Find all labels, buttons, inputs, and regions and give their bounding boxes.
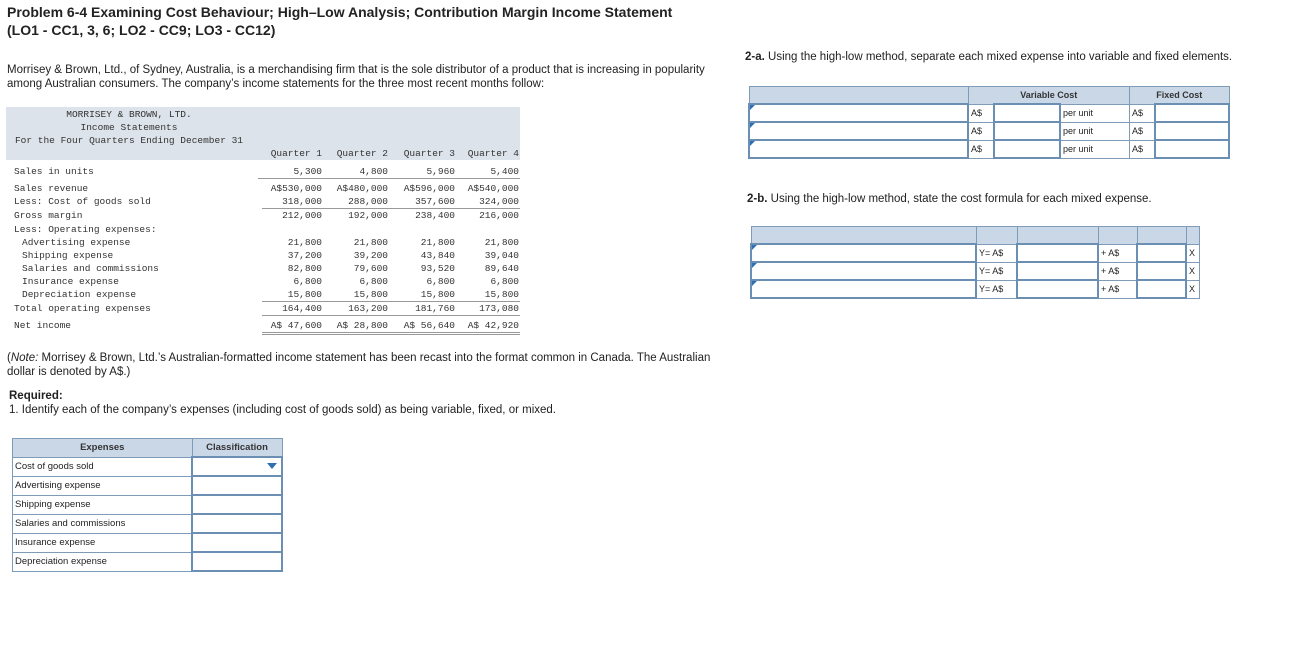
required-heading: Required: [9, 390, 63, 402]
expenses-header: Expenses [13, 439, 193, 458]
fixed-input[interactable] [1017, 280, 1098, 298]
variable-input[interactable] [1137, 244, 1186, 262]
table-row: A$ per unit A$ [749, 104, 1229, 122]
quarter-header: Quarter 3 [403, 148, 455, 159]
classification-select[interactable] [192, 552, 282, 571]
question-2a: 2-a. Using the high-low method, separate each mixed expense into variable and fixed elements. [745, 51, 1233, 63]
row-insurance: Insurance expense 6,800 6,800 6,800 6,800 [22, 276, 519, 287]
table-row: Salaries and commissions [13, 514, 283, 533]
quarter-header: Quarter 1 [270, 148, 322, 159]
classification-select[interactable] [192, 533, 282, 552]
variable-fixed-table [748, 86, 1230, 159]
row-opex-header: Less: Operating expenses: [14, 224, 157, 235]
expense-select[interactable] [751, 244, 976, 262]
title-line-1: Problem 6-4 Examining Cost Behaviour; High–Low Analysis; Contribution Margin Income Statement [7, 4, 673, 20]
row-advertising: Advertising expense 21,800 21,800 21,800 21,800 [22, 237, 519, 248]
row-net-income: Net income A$ 47,600 A$ 28,800 A$ 56,640 A$ 42,920 [14, 320, 519, 331]
title-line-2: (LO1 - CC1, 3, 6; LO2 - CC9; LO3 - CC12) [7, 22, 276, 38]
chevron-down-icon[interactable] [267, 463, 277, 469]
row-sales-revenue: Sales revenue A$530,000 A$480,000 A$596,000 A$540,000 [14, 183, 519, 194]
table-row: Y= A$ + A$ X [751, 244, 1199, 262]
variable-input[interactable] [1137, 262, 1186, 280]
classification-header: Classification [192, 439, 282, 458]
table-row: Cost of goods sold [13, 457, 283, 476]
expense-select[interactable] [751, 280, 976, 298]
cost-formula-table [750, 226, 1200, 299]
row-total-opex: Total operating expenses 164,400 163,200 181,760 173,080 [14, 303, 519, 314]
table-row: Insurance expense [13, 533, 283, 552]
classification-select[interactable] [192, 495, 282, 514]
statement-header [6, 107, 520, 160]
problem-title [7, 3, 672, 39]
fixed-cost-input[interactable] [1155, 104, 1229, 122]
fixed-cost-input[interactable] [1155, 140, 1229, 158]
row-gross-margin: Gross margin 212,000 192,000 238,400 216,000 [14, 210, 519, 221]
table-row: A$ per unit A$ [749, 140, 1229, 158]
classification-select[interactable] [192, 457, 282, 476]
statement-name: Income Statements [80, 122, 178, 133]
row-cogs: Less: Cost of goods sold 318,000 288,000 357,600 324,000 [14, 196, 519, 207]
expense-select[interactable] [749, 122, 968, 140]
required-item-1: 1. Identify each of the company’s expenses (including cost of goods sold) as being variable, fixed, or mixed. [9, 404, 556, 416]
intro-paragraph: Morrisey & Brown, Ltd., of Sydney, Australia, is a merchandising firm that is the sole distributor of a product that is increasing in popularity among Australian consumers. The company’s income statements for the three most recent months follow: [7, 64, 705, 90]
classification-select[interactable] [192, 514, 282, 533]
expense-select[interactable] [749, 104, 968, 122]
quarter-header: Quarter 4 [467, 148, 519, 159]
variable-cost-input[interactable] [994, 122, 1060, 140]
income-statement [6, 107, 520, 338]
fixed-cost-header: Fixed Cost [1130, 87, 1230, 105]
row-sales-units: Sales in units 5,300 4,800 5,960 5,400 [14, 166, 519, 177]
note-paragraph: (Note: Morrisey & Brown, Ltd.’s Australian-formatted income statement has been recast into the format common in Canada. The Australian dollar is denoted by A$.) [7, 352, 711, 378]
row-shipping: Shipping expense 37,200 39,200 43,840 39,040 [22, 250, 519, 261]
statement-company: MORRISEY & BROWN, LTD. [66, 109, 192, 120]
table-row: Y= A$ + A$ X [751, 262, 1199, 280]
table-row: Advertising expense [13, 476, 283, 495]
table-row: Depreciation expense [13, 552, 283, 571]
variable-cost-input[interactable] [994, 104, 1060, 122]
variable-cost-header: Variable Cost [968, 87, 1130, 105]
question-2b: 2-b. Using the high-low method, state the cost formula for each mixed expense. [747, 193, 1152, 205]
row-salaries: Salaries and commissions 82,800 79,600 93,520 89,640 [22, 263, 519, 274]
row-depreciation: Depreciation expense 15,800 15,800 15,800 15,800 [22, 289, 519, 300]
classification-table [12, 438, 283, 572]
expense-select[interactable] [749, 140, 968, 158]
classification-select[interactable] [192, 476, 282, 495]
table-row: Shipping expense [13, 495, 283, 514]
fixed-cost-input[interactable] [1155, 122, 1229, 140]
expense-select[interactable] [751, 262, 976, 280]
statement-period: For the Four Quarters Ending December 31 [14, 135, 244, 146]
quarter-header: Quarter 2 [336, 148, 388, 159]
variable-cost-input[interactable] [994, 140, 1060, 158]
required-section [9, 389, 556, 417]
fixed-input[interactable] [1017, 244, 1098, 262]
table-row: A$ per unit A$ [749, 122, 1229, 140]
fixed-input[interactable] [1017, 262, 1098, 280]
variable-input[interactable] [1137, 280, 1186, 298]
table-row: Y= A$ + A$ X [751, 280, 1199, 298]
